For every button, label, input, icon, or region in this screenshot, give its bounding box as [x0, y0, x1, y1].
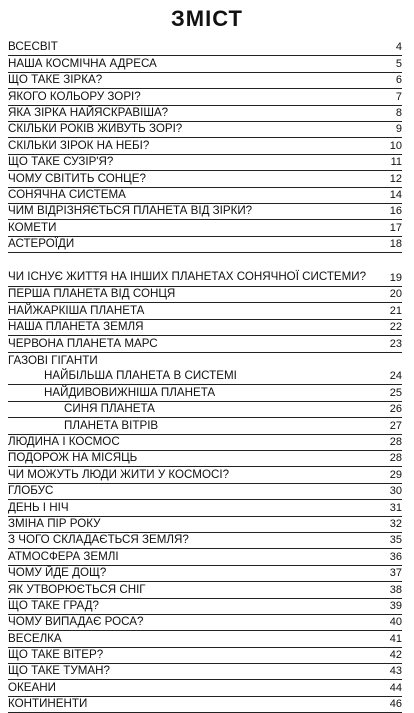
toc-row: [8, 155, 402, 171]
toc-row: [8, 171, 402, 187]
toc-entry-page: 30: [389, 485, 402, 498]
toc-row: [8, 40, 402, 56]
toc-row: [8, 320, 402, 336]
toc-entry-label: НАЙДИВОВИЖНІША ПЛАНЕТА: [44, 385, 216, 399]
toc-entry-label: ЧИ МОЖУТЬ ЛЮДИ ЖИТИ У КОСМОСІ?: [8, 467, 230, 481]
toc-entry-page: 28: [389, 452, 402, 465]
toc-row: [8, 369, 402, 385]
toc-entry-label: ЩО ТАКЕ ГРАД?: [8, 598, 99, 612]
toc-row: [8, 680, 402, 696]
toc-entry-label: СИНЯ ПЛАНЕТА: [64, 402, 155, 416]
toc-entry-page: 18: [389, 238, 402, 251]
toc-entry-label: НАША ПЛАНЕТА ЗЕМЛЯ: [8, 320, 144, 334]
toc-entry-label: ЛЮДИНА І КОСМОС: [8, 434, 120, 448]
toc-entry-label: ЧОМУ ЙДЕ ДОЩ?: [8, 566, 107, 580]
toc-row: [8, 237, 402, 253]
toc-row: [8, 648, 402, 664]
toc-row: [8, 336, 402, 352]
toc-entry-label: ЧОМУ СВІТИТЬ СОНЦЕ?: [8, 171, 146, 185]
toc-row: [8, 89, 402, 105]
toc-entry-label: ВСЕСВІТ: [8, 40, 58, 54]
toc-entry-label: ЩО ТАКЕ ЗІРКА?: [8, 73, 103, 87]
toc-row: [8, 664, 402, 680]
toc-entry-page: 44: [389, 681, 402, 694]
toc-entry-page: 11: [390, 156, 402, 169]
toc-row: [8, 631, 402, 647]
toc-entry-label: НАША КОСМІЧНА АДРЕСА: [8, 56, 157, 70]
toc-row: [8, 402, 402, 418]
toc-entry-label: ЯКОГО КОЛЬОРУ ЗОРІ?: [8, 89, 141, 103]
toc-entry-label: ВЕСЕЛКА: [8, 631, 62, 645]
toc-entry-page: 28: [389, 435, 402, 448]
toc-row: [8, 138, 402, 154]
toc-entry-page: 6: [395, 74, 402, 87]
toc-entry-label: ЯК УТВОРЮЄТЬСЯ СНІГ: [8, 582, 146, 596]
toc-entry-page: 9: [395, 123, 402, 136]
toc-entry-page: 17: [389, 221, 402, 234]
toc-entry-page: 8: [395, 106, 402, 119]
toc-entry-page: 25: [389, 386, 402, 399]
toc-entry-label: ДЕНЬ І НІЧ: [8, 500, 69, 514]
toc-row: [8, 566, 402, 582]
toc-entry-page: 20: [389, 288, 402, 301]
toc-entry-page: 29: [389, 468, 402, 481]
toc-row: [8, 435, 402, 451]
toc-row: [8, 303, 402, 319]
toc-row: [8, 484, 402, 500]
toc-entry-label: ЯКА ЗІРКА НАЙЯСКРАВІША?: [8, 105, 169, 119]
toc-row: [8, 287, 402, 303]
toc-row: [8, 517, 402, 533]
toc-entry-label: З ЧОГО СКЛАДАЄТЬСЯ ЗЕМЛЯ?: [8, 533, 189, 547]
toc-row: [8, 106, 402, 122]
toc-entry-label: КОМЕТИ: [8, 220, 57, 234]
toc-entry-label: ПЛАНЕТА ВІТРІВ: [64, 418, 159, 432]
toc-entry-label: ОКЕАНИ: [8, 680, 56, 694]
toc-entry-label: ПОДОРОЖ НА МІСЯЦЬ: [8, 451, 138, 465]
toc-entry-page: 22: [389, 321, 402, 334]
toc-entry-label: КОНТИНЕНТИ: [8, 697, 88, 711]
toc-entry-label: СКІЛЬКИ РОКІВ ЖИВУТЬ ЗОРІ?: [8, 122, 183, 136]
toc-row: [8, 582, 402, 598]
toc-row: [8, 204, 402, 220]
toc-entry-label: ЩО ТАКЕ СУЗІР'Я?: [8, 155, 114, 169]
toc-entry-label: ЩО ТАКЕ ТУМАН?: [8, 664, 110, 678]
toc-entry-page: 42: [389, 649, 402, 662]
toc-entry-page: 35: [389, 534, 402, 547]
toc-entry-page: 27: [389, 419, 402, 432]
toc-entry-label: ЧИМ ВІДРІЗНЯЄТЬСЯ ПЛАНЕТА ВІД ЗІРКИ?: [8, 204, 253, 218]
toc-entry-label: ЧИ ІСНУЄ ЖИТТЯ НА ІНШИХ ПЛАНЕТАХ СОНЯЧНОЇ СИСТЕМИ?: [8, 270, 367, 284]
toc-row: [8, 56, 402, 72]
toc-row: [8, 500, 402, 516]
toc-entry-page: 31: [389, 501, 402, 514]
toc-section-label: ГАЗОВІ ГІГАНТИ: [8, 354, 98, 368]
toc-entry-label: ЩО ТАКЕ ВІТЕР?: [8, 648, 104, 662]
toc-entry-label: ГЛОБУС: [8, 484, 54, 498]
toc-entry-page: 14: [389, 188, 402, 201]
toc-row: [8, 418, 402, 434]
toc-row: [8, 467, 402, 483]
toc-entry-label: ПЕРША ПЛАНЕТА ВІД СОНЦЯ: [8, 287, 176, 301]
toc-entry-page: 10: [389, 139, 402, 152]
toc-entry-page: 46: [389, 698, 402, 711]
toc-row: [8, 451, 402, 467]
toc-entry-page: 24: [389, 370, 402, 383]
toc-entry-page: 4: [395, 41, 402, 54]
toc-entry-label: АТМОСФЕРА ЗЕМЛІ: [8, 549, 119, 563]
toc-section-header: [8, 353, 402, 369]
table-of-contents: [8, 40, 402, 713]
toc-entry-page: 7: [395, 90, 402, 103]
toc-row: [8, 549, 402, 565]
toc-entry-page: 26: [389, 403, 402, 416]
toc-row: [8, 599, 402, 615]
toc-row: [8, 253, 402, 287]
toc-entry-page: 39: [389, 599, 402, 612]
page-title: ЗМІСТ: [171, 6, 243, 31]
toc-entry-label: НАЙЖАРКІША ПЛАНЕТА: [8, 303, 145, 317]
toc-entry-page: 12: [389, 172, 402, 185]
toc-entry-label: АСТЕРОЇДИ: [8, 237, 75, 251]
toc-entry-page: 5: [395, 57, 402, 70]
toc-entry-page: 38: [389, 583, 402, 596]
toc-row: [8, 385, 402, 401]
toc-row: [8, 122, 402, 138]
toc-entry-page: 16: [389, 205, 402, 218]
toc-entry-label: ЧОМУ ВИПАДАЄ РОСА?: [8, 615, 144, 629]
toc-row: [8, 188, 402, 204]
toc-entry-page: 32: [389, 517, 402, 530]
toc-entry-page: 43: [389, 665, 402, 678]
toc-row: [8, 220, 402, 236]
toc-row: [8, 73, 402, 89]
toc-entry-page: 37: [389, 567, 402, 580]
toc-entry-label: НАЙБІЛЬША ПЛАНЕТА В СИСТЕМІ: [44, 369, 237, 383]
toc-entry-label: СКІЛЬКИ ЗІРОК НА НЕБІ?: [8, 138, 150, 152]
toc-row: [8, 697, 402, 713]
toc-entry-label: ЧЕРВОНА ПЛАНЕТА МАРС: [8, 336, 158, 350]
toc-entry-page: 41: [389, 632, 402, 645]
toc-entry-label: ЗМІНА ПІР РОКУ: [8, 516, 101, 530]
toc-entry-page: 19: [389, 272, 402, 285]
toc-entry-label: СОНЯЧНА СИСТЕМА: [8, 187, 126, 201]
toc-row: [8, 615, 402, 631]
toc-entry-page: 36: [389, 550, 402, 563]
toc-entry-page: 21: [389, 304, 402, 317]
toc-entry-page: 40: [389, 616, 402, 629]
toc-entry-page: 23: [389, 337, 402, 350]
toc-row: [8, 533, 402, 549]
